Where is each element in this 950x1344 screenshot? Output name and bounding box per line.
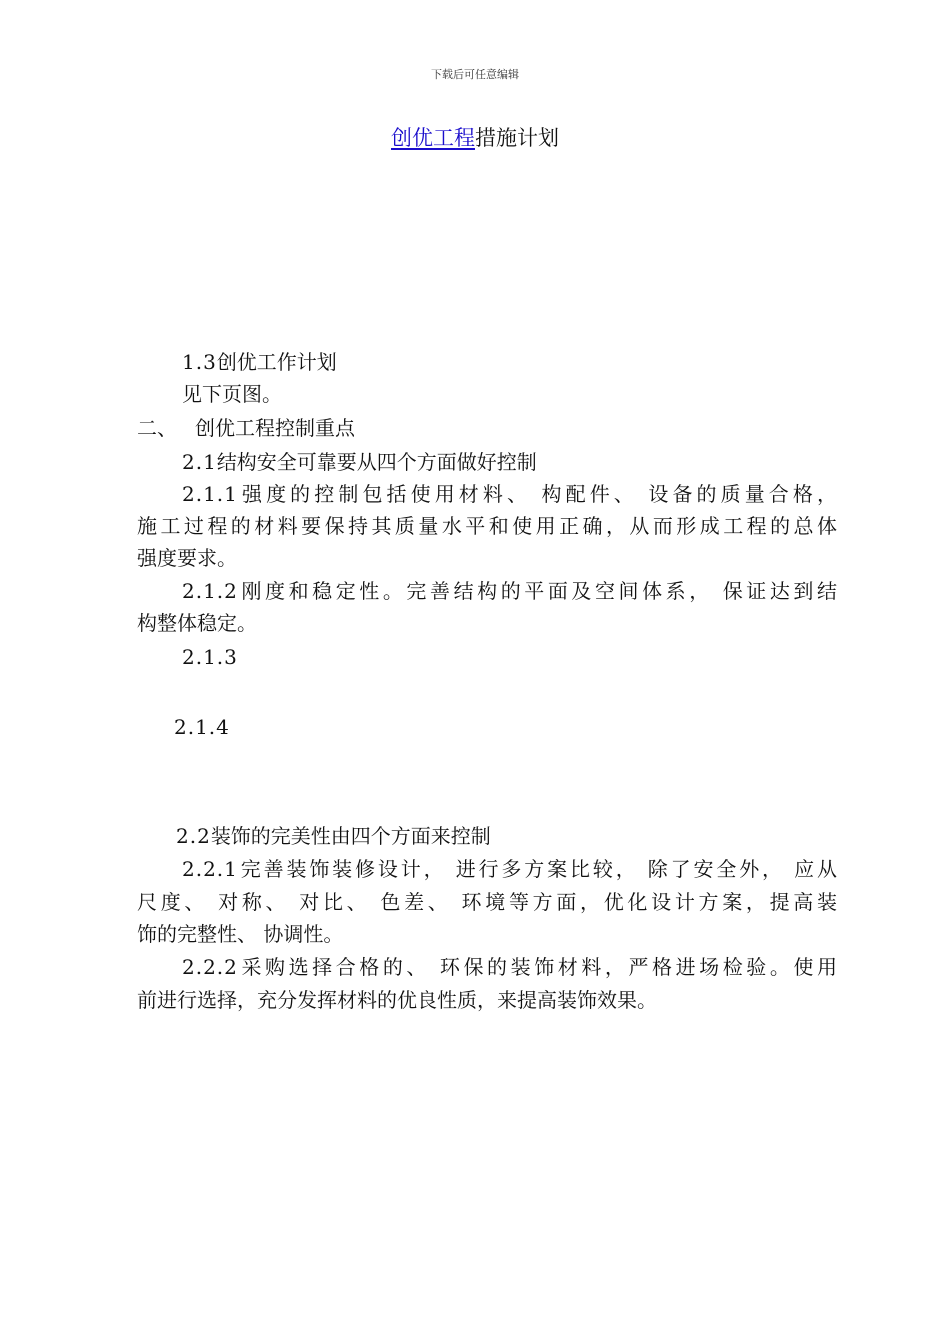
section-2-2-heading: [176, 824, 491, 848]
section-2-1-1-line-1: [182, 482, 837, 506]
section-text: 创优工作计划: [216, 350, 337, 374]
section-2-1-heading: [182, 450, 537, 474]
title-rest: 措施计划: [475, 126, 559, 150]
see-below-text: 见下页图。: [182, 382, 282, 406]
paragraph-text: 采购选择合格的、 环保的装饰材料，严格进场检验。使用: [237, 955, 837, 979]
section-2-2-1-line-3: 饰的完整性、 协调性。: [137, 922, 344, 946]
section-marker: 二、: [137, 416, 177, 440]
section-2-1-1-line-3: 强度要求。: [137, 546, 237, 570]
section-2-1-2-line-1: [182, 579, 837, 603]
section-number: 2.1.2: [182, 579, 238, 603]
title-link[interactable]: 创优工程: [391, 126, 475, 150]
section-number: 1.3: [182, 350, 217, 374]
section-2-2-2-line-2: 前进行选择，充分发挥材料的优良性质，来提高装饰效果。: [137, 988, 657, 1012]
section-2-1-1-line-2: 施工过程的材料要保持其质量水平和使用正确，从而形成工程的总体: [137, 514, 837, 538]
section-2-2-1-line-2: 尺度、 对称、 对比、 色差、 环境等方面，优化设计方案，提高装: [137, 890, 837, 914]
paragraph-text: 刚度和稳定性。完善结构的平面及空间体系， 保证达到结: [237, 579, 837, 603]
section-2-1-3-number: 2.1.3: [182, 645, 238, 669]
paragraph-text: 完善装饰装修设计， 进行多方案比较， 除了安全外， 应从: [237, 857, 837, 881]
section-text: 装饰的完美性由四个方面来控制: [210, 824, 491, 848]
paragraph-text: 强度的控制包括使用材料、 构配件、 设备的质量合格，: [237, 482, 837, 506]
section-number: 2.2: [176, 824, 211, 848]
section-number: 2.2.1: [182, 857, 238, 881]
section-2-2-1-line-1: [182, 857, 837, 881]
document-title: [0, 122, 950, 152]
section-1-3-heading: [182, 350, 337, 374]
page-header-note: 下载后可任意编辑: [431, 68, 519, 81]
section-number: 2.2.2: [182, 955, 238, 979]
section-number: 2.1.1: [182, 482, 238, 506]
section-2-2-2-line-1: [182, 955, 837, 979]
section-2-1-2-line-2: 构整体稳定。: [137, 611, 257, 635]
section-text: 创优工程控制重点: [195, 416, 355, 440]
section-2-heading: [137, 416, 355, 440]
section-text: 结构安全可靠要从四个方面做好控制: [216, 450, 537, 474]
section-number: 2.1: [182, 450, 217, 474]
section-2-1-4-number: 2.1.4: [174, 715, 230, 739]
